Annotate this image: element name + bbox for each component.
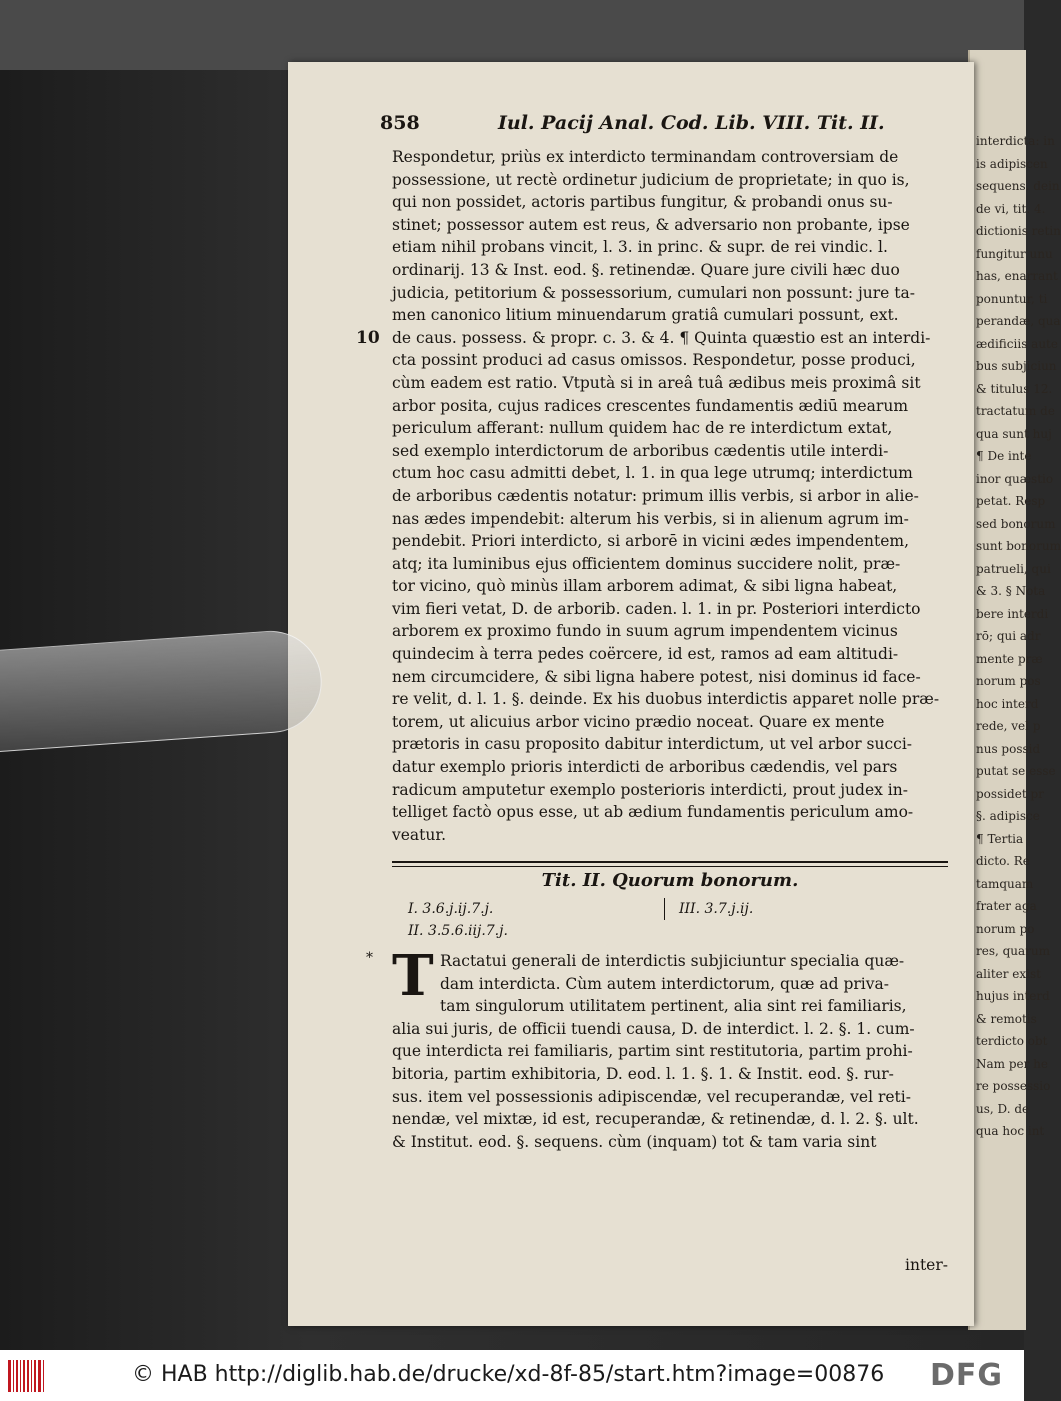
barcode-bar [8, 1360, 11, 1392]
facing-page-line: ponuntur, ti [976, 291, 1048, 306]
text-line: nas ædes impendebit: alterum his verbis, si in alienum agrum im- [392, 509, 909, 528]
facing-page-line: mente præ [976, 651, 1043, 666]
dfg-logo: DFG [930, 1358, 1004, 1393]
facing-page-line: us, D. de [976, 1101, 1030, 1116]
facing-page-line: frater aga [976, 899, 1037, 913]
section-title: Tit. II. Quorum bonorum. [541, 870, 799, 891]
facing-page-line: aliter exist [976, 966, 1041, 981]
text-line: radicum amputetur exemplo posterioris interdicti, prout judex in- [392, 780, 908, 799]
facing-page-line: ædificiis aute [976, 336, 1058, 351]
text-line: tor vicino, quò minùs illam arborem adimat, & sibi ligna habeat, [392, 577, 898, 596]
facing-page-line: rō; qui adr [976, 629, 1041, 643]
barcode-bar [34, 1360, 36, 1392]
text-line: tam singulorum utilitatem pertinent, alia sint rei familiaris, [440, 997, 907, 1016]
catchword: inter- [905, 1256, 948, 1274]
reference-line: II. 3.5.6.iij.7.j. [408, 923, 508, 939]
facing-page-line: has, enarrant [976, 269, 1058, 283]
barcode-bar [23, 1360, 26, 1392]
facing-page-line: & titulus 12. [976, 381, 1053, 396]
section-rule-thin [392, 866, 948, 867]
facing-page-line: tractatum de [976, 404, 1055, 418]
text-line: judicia, petitorium & possessorium, cumulari non possunt: jure ta- [392, 283, 915, 302]
text-line: ctum hoc casu admitti debet, l. 1. in qua lege utrumq; interdictum [392, 464, 913, 483]
facing-page-line: qua sunt huj [976, 426, 1052, 441]
facing-page-line: terdicto obt [976, 1034, 1048, 1048]
facing-page-line: interdicta: in [976, 134, 1055, 148]
references-left [408, 898, 658, 942]
scan-backdrop-top [0, 0, 1024, 70]
facing-page-line: dicto. Re [976, 854, 1030, 868]
barcode-bar [27, 1360, 29, 1392]
facing-page-line: hoc interd [976, 696, 1039, 711]
text-line: Ractatui generali de interdictis subjiciuntur specialia quæ- [440, 952, 905, 970]
margin-line-number: 10 [356, 328, 380, 348]
text-line: Respondetur, priùs ex interdicto terminandam controversiam de [392, 148, 899, 166]
facing-page-line: re possessio [976, 1079, 1051, 1093]
hab-barcode-icon [8, 1360, 44, 1392]
text-line: sed exemplo interdictorum de arboribus cædentis utile interdi- [392, 441, 889, 460]
text-line: arborem ex proximo fundo in suum agrum impendentem vicinus [392, 622, 898, 641]
facing-page-line: qua hoc int [976, 1124, 1045, 1138]
text-line: re velit, d. l. 1. §. deinde. Ex his duobus interdictis apparet nolle præ- [392, 690, 940, 709]
section-body [392, 943, 950, 1153]
reference-line: I. 3.6.j.ij.7.j. [408, 901, 494, 917]
text-line: periculum afferant: nullum quidem hac de re interdictum extat, [392, 419, 893, 438]
text-line: qui non possidet, actoris partibus fungitur, & probandi onus su- [392, 193, 893, 212]
body-text [392, 146, 950, 846]
facing-page-line: perandæ, qua [976, 314, 1061, 328]
text-line: possessione, ut rectè ordinetur judicium de proprietate; in quo is, [392, 170, 910, 189]
facing-page-line: petat. Resp [976, 494, 1046, 508]
barcode-bar [43, 1360, 44, 1392]
text-line: prætoris in casu proposito dabitur interdictum, ut vel arbor succi- [392, 735, 913, 754]
facing-page-line: de vi, tit. 4. [976, 201, 1046, 216]
text-line: alia sui juris, de officii tuendi causa, D. de interdict. l. 2. §. 1. cum- [392, 1019, 915, 1038]
section-marker: * [366, 950, 373, 966]
book-page [288, 62, 974, 1326]
facing-page-line: dictionis retin [976, 224, 1061, 238]
running-header [380, 112, 940, 142]
facing-page-line: ¶ De inte [976, 449, 1032, 463]
text-line: etiam nihil probans vincit, l. 3. in princ. & supr. de rei vindic. l. [392, 238, 888, 257]
text-line: bitoria, partim exhibitoria, D. eod. l. 1. §. 1. & Instit. eod. §. rur- [392, 1064, 894, 1083]
facing-page-line: §. adipisce [976, 809, 1040, 823]
text-line: arbor posita, cujus radices crescentes fundamentis ædiū mearum [392, 396, 909, 415]
viewer-footer [0, 1350, 1024, 1401]
barcode-bar [13, 1360, 14, 1392]
text-line: torem, ut alicuius arbor vicino prædio noceat. Quare ex mente [392, 712, 885, 731]
facing-page-line: inor quæstio [976, 471, 1054, 486]
text-line: datur exemplo prioris interdicti de arboribus cædendis, vel pars [392, 758, 898, 777]
drop-cap: T [392, 943, 434, 1009]
facing-page-line: rede, vel p [976, 719, 1041, 733]
facing-page-line: is adipiscen [976, 156, 1048, 171]
facing-page-line: norum po [976, 921, 1035, 936]
section-rule [392, 861, 948, 863]
text-line: quindecim à terra pedes coërcere, id est, ramos ad eam altitudi- [392, 645, 899, 664]
facing-page-line: nus possid [976, 741, 1041, 756]
barcode-bar [16, 1360, 18, 1392]
barcode-bar [20, 1360, 21, 1392]
text-line: men canonico litium minuendarum gratiâ cumulari possunt, ext. [392, 306, 899, 325]
facing-page-line: putat se esse [976, 764, 1056, 778]
text-line: sus. item vel possessionis adipiscendæ, vel recuperandæ, vel reti- [392, 1087, 911, 1106]
facing-page-line: Nam per he [976, 1056, 1049, 1071]
text-line: nem circumcidere, & sibi ligna habere potest, nisi dominus id face- [392, 667, 921, 686]
text-line: pendebit. Priori interdicto, si arborē in vicini ædes impendentem, [392, 532, 910, 551]
text-line: de arboribus cædentis notatur: primum illis verbis, si arbor in alie- [392, 486, 919, 505]
facing-page-line: norum pos [976, 674, 1041, 688]
text-line: telliget factò opus esse, ut ab ædium fundamentis periculum amo- [392, 803, 914, 822]
running-head-title: Iul. Pacij Anal. Cod. Lib. VIII. Tit. II. [498, 112, 885, 134]
footer-caption[interactable]: © HAB http://diglib.hab.de/drucke/xd-8f-85/start.htm?image=00876 [132, 1362, 885, 1387]
facing-page-line: bere interdi [976, 606, 1049, 621]
text-line: cùm eadem est ratio. Vtputà si in areâ tuâ ædibus meis proximâ sit [392, 373, 921, 392]
text-line: veatur. [392, 825, 447, 844]
facing-page-line: patrueli, qui [976, 561, 1051, 576]
text-line: que interdicta rei familiaris, partim sint restitutoria, partim prohi- [392, 1042, 913, 1061]
text-line: vim fieri vetat, D. de arborib. caden. l. 1. in pr. Posteriori interdicto [392, 599, 921, 618]
barcode-bar [31, 1360, 32, 1392]
facing-page-line: res, quarum [976, 944, 1051, 958]
facing-page-line: tamquam [976, 876, 1034, 891]
facing-page-line: hujus interd [976, 989, 1050, 1003]
text-line: & Institut. eod. §. sequens. cùm (inquam) tot & tam varia sint [392, 1132, 877, 1151]
facing-page-line: & 3. § Nota [976, 584, 1046, 598]
references-right [664, 898, 939, 920]
barcode-bar [38, 1360, 41, 1392]
facing-page-line: ¶ Tertia [976, 831, 1024, 846]
text-line: ordinarij. 13 & Inst. eod. §. retinendæ. Quare jure civili hæc duo [392, 260, 900, 279]
facing-page-line: bus subjiciun [976, 359, 1057, 373]
facing-page-edge [968, 50, 1061, 1330]
facing-page-line: & remotis [976, 1011, 1037, 1026]
facing-page-line: possidet pr [976, 786, 1044, 801]
text-line: cta possint produci ad casus omissos. Respondetur, posse produci, [392, 351, 916, 370]
facing-page-line: sed bonorum [976, 516, 1056, 531]
reference-line: III. 3.7.j.ij. [679, 901, 754, 917]
facing-page-line: sequens. dein [976, 179, 1060, 193]
facing-page-line: fungitur unu [976, 246, 1053, 261]
facing-page-line: sunt bonorum [976, 539, 1061, 553]
text-line: atq; ita luminibus ejus officientem dominus succidere nolit, præ- [392, 554, 901, 573]
text-line: de caus. possess. & propr. c. 3. & 4. ¶ Quinta quæstio est an interdi- [392, 328, 931, 347]
page-number: 858 [380, 112, 420, 134]
text-line: dam interdicta. Cùm autem interdictorum, quæ ad priva- [440, 974, 889, 993]
text-line: stinet; possessor autem est reus, & adversario non probante, ipse [392, 215, 910, 234]
text-line: nendæ, vel mixtæ, id est, recuperandæ, & retinendæ, d. l. 2. §. ult. [392, 1110, 919, 1129]
